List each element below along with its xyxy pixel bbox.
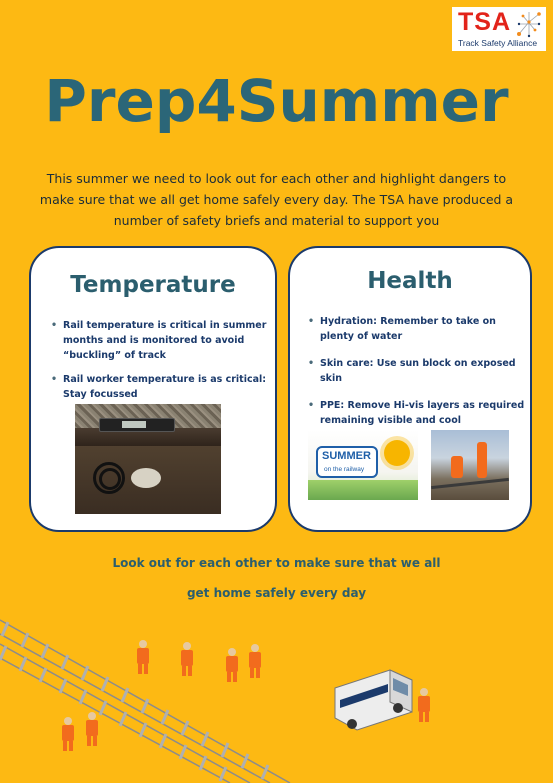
rail-thermometer	[99, 418, 175, 432]
field	[308, 480, 418, 500]
health-heading: Health	[367, 268, 453, 294]
worker-figure	[249, 644, 261, 678]
list-item: • Rail worker temperature is as critical: Stay focussed	[51, 372, 269, 402]
worker-figure	[451, 456, 463, 478]
list-item: • Skin care: Use sun block on exposed skin	[308, 356, 526, 386]
list-item: • PPE: Remove Hi-vis layers as required remaining visible and cool	[308, 398, 526, 428]
worker-figure	[86, 712, 98, 746]
temperature-heading: Temperature	[70, 272, 236, 298]
summer-railway-image	[308, 430, 418, 500]
sun-icon	[384, 440, 410, 466]
railway-illustration	[0, 600, 553, 783]
temperature-list	[51, 318, 269, 411]
health-panel	[288, 246, 532, 532]
rail-thermometer-photo	[75, 404, 221, 514]
worker-figure	[181, 642, 193, 676]
summer-sign: SUMMER on the railway	[316, 446, 378, 478]
temperature-panel	[29, 246, 277, 532]
tsa-logo	[452, 7, 546, 51]
worker-figure	[477, 442, 487, 478]
list-item: • Hydration: Remember to take on plenty of water	[308, 314, 526, 344]
sleepers	[0, 622, 268, 781]
tagline-line-1: Look out for each other to make sure that we all	[112, 556, 441, 570]
network-icon	[515, 10, 543, 38]
worker-figure	[418, 688, 430, 722]
page-title: Prep4Summer	[44, 67, 509, 135]
logo-subtitle: Track Safety Alliance	[458, 38, 538, 48]
health-list	[308, 314, 526, 440]
sensor-disk	[131, 468, 161, 488]
tagline-line-2: get home safely every day	[186, 586, 367, 600]
list-item: • Rail temperature is critical in summer months and is monitored to avoid “buckling” of track	[51, 318, 269, 363]
logo-text: TSA	[458, 8, 511, 36]
intro-text: This summer we need to look out for each other and highlight dangers to make sure that we all get home safely every day. The TSA have produced a number of safety briefs and material to support you	[39, 171, 514, 228]
worker-figure	[226, 648, 238, 682]
van	[335, 670, 412, 730]
track-workers-photo	[431, 430, 509, 500]
worker-figure	[137, 640, 149, 674]
worker-figure	[62, 717, 74, 751]
